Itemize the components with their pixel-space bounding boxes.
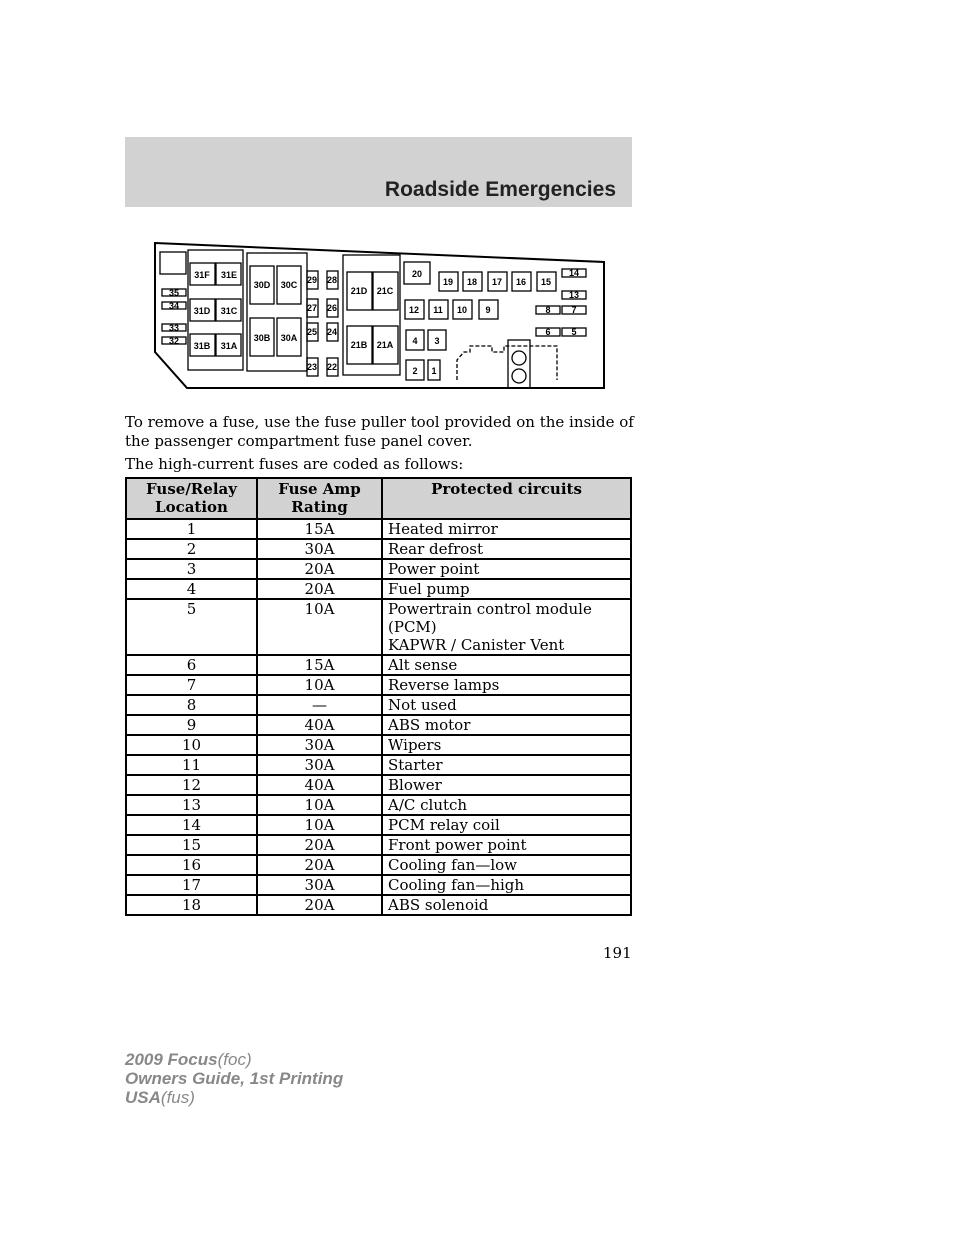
table-row xyxy=(126,815,631,835)
fuse-label-31E: 31E xyxy=(220,270,238,280)
cell-location: 3 xyxy=(126,559,257,579)
cell-circuit: Blower xyxy=(382,775,631,795)
cell-circuit: Reverse lamps xyxy=(382,675,631,695)
cell-location: 11 xyxy=(126,755,257,775)
cell-rating: 30A xyxy=(257,875,382,895)
table-row xyxy=(126,695,631,715)
table-row xyxy=(126,599,631,655)
cell-rating: 20A xyxy=(257,855,382,875)
header-location: Fuse/Relay Location xyxy=(126,478,257,519)
cell-circuit: A/C clutch xyxy=(382,795,631,815)
fuse-label-31D: 31D xyxy=(193,306,211,316)
table-row xyxy=(126,875,631,895)
section-header-band xyxy=(125,137,632,207)
cell-rating: 20A xyxy=(257,579,382,599)
table-row xyxy=(126,519,631,539)
cell-location: 18 xyxy=(126,895,257,915)
fuse-label-28: 28 xyxy=(326,275,338,285)
cell-rating: — xyxy=(257,695,382,715)
cell-location: 2 xyxy=(126,539,257,559)
fuse-label-31B: 31B xyxy=(193,341,211,351)
fuse-label-19: 19 xyxy=(442,277,454,287)
fuse-label-25: 25 xyxy=(306,327,318,337)
table-row xyxy=(126,775,631,795)
fuse-label-6: 6 xyxy=(545,327,551,337)
table-row xyxy=(126,895,631,915)
table-row xyxy=(126,735,631,755)
cell-circuit: Power point xyxy=(382,559,631,579)
cell-circuit: ABS motor xyxy=(382,715,631,735)
cell-rating: 10A xyxy=(257,795,382,815)
fuse-label-22: 22 xyxy=(326,362,338,372)
section-title: Roadside Emergencies xyxy=(384,178,616,201)
footer-market-code: (fus) xyxy=(160,1088,195,1107)
footer-model: 2009 Focus xyxy=(125,1050,218,1069)
fuse-label-7: 7 xyxy=(571,305,577,315)
fuse-label-31F: 31F xyxy=(194,270,210,280)
cell-circuit: Fuel pump xyxy=(382,579,631,599)
cell-circuit: Starter xyxy=(382,755,631,775)
fuse-label-17: 17 xyxy=(491,277,503,287)
footer-line-2 xyxy=(125,1069,343,1088)
cell-location: 14 xyxy=(126,815,257,835)
table-row xyxy=(126,715,631,735)
cell-location: 17 xyxy=(126,875,257,895)
table-row xyxy=(126,855,631,875)
cell-location: 15 xyxy=(126,835,257,855)
cell-circuit: ABS solenoid xyxy=(382,895,631,915)
fuse-label-35: 35 xyxy=(168,288,180,298)
cell-rating: 20A xyxy=(257,895,382,915)
cell-location: 12 xyxy=(126,775,257,795)
fuse-label-4: 4 xyxy=(412,336,418,346)
cell-rating: 10A xyxy=(257,675,382,695)
cell-location: 7 xyxy=(126,675,257,695)
fuse-label-21A: 21A xyxy=(376,340,394,350)
table-row xyxy=(126,559,631,579)
table-row xyxy=(126,835,631,855)
cell-location: 6 xyxy=(126,655,257,675)
cell-rating: 40A xyxy=(257,775,382,795)
fuse-label-1: 1 xyxy=(431,366,437,376)
fuse-label-14: 14 xyxy=(568,268,580,278)
fuse-label-26: 26 xyxy=(326,303,338,313)
fuse-label-30A: 30A xyxy=(280,333,298,343)
fuse-table xyxy=(125,477,632,916)
fuse-label-2: 2 xyxy=(412,366,418,376)
fuse-label-20: 20 xyxy=(411,269,423,279)
page-number: 191 xyxy=(603,944,632,962)
cell-circuit-line1: Powertrain control module (PCM) xyxy=(388,600,592,636)
cell-circuit: Rear defrost xyxy=(382,539,631,559)
fuse-label-29: 29 xyxy=(306,275,318,285)
table-row xyxy=(126,795,631,815)
table-row xyxy=(126,539,631,559)
cell-circuit: Front power point xyxy=(382,835,631,855)
footer-line-1 xyxy=(125,1050,343,1069)
cell-circuit: Cooling fan—high xyxy=(382,875,631,895)
cell-location: 5 xyxy=(126,599,257,655)
fuse-label-21B: 21B xyxy=(350,340,368,350)
cell-location: 1 xyxy=(126,519,257,539)
header-rating: Fuse Amp Rating xyxy=(257,478,382,519)
fuse-label-15: 15 xyxy=(540,277,552,287)
fuse-coding-paragraph: The high-current fuses are coded as follows: xyxy=(125,455,464,473)
cell-circuit: Not used xyxy=(382,695,631,715)
fuse-label-34: 34 xyxy=(168,301,180,311)
table-row xyxy=(126,675,631,695)
fuse-label-30D: 30D xyxy=(253,280,271,290)
fuse-label-8: 8 xyxy=(545,305,551,315)
cell-location: 8 xyxy=(126,695,257,715)
fuse-table-header-row xyxy=(126,478,631,519)
header-circuits: Protected circuits xyxy=(382,478,631,519)
table-row xyxy=(126,755,631,775)
fuse-label-21D: 21D xyxy=(350,286,368,296)
print-footer xyxy=(125,1050,343,1107)
fuse-label-32: 32 xyxy=(168,336,180,346)
cell-circuit: Cooling fan—low xyxy=(382,855,631,875)
fuse-label-13: 13 xyxy=(568,290,580,300)
fuse-label-11: 11 xyxy=(433,305,443,315)
cell-location: 13 xyxy=(126,795,257,815)
fuse-label-24: 24 xyxy=(326,327,338,337)
fuse-label-30C: 30C xyxy=(280,280,298,290)
fuse-panel-diagram xyxy=(152,240,607,390)
fuse-label-18: 18 xyxy=(466,277,478,287)
fuse-label-23: 23 xyxy=(306,362,318,372)
fuse-label-31C: 31C xyxy=(220,306,238,316)
fuse-removal-paragraph: To remove a fuse, use the fuse puller tool provided on the inside of the passenger compartment fuse panel cover. xyxy=(125,413,634,450)
table-row xyxy=(126,579,631,599)
fuse-label-31A: 31A xyxy=(220,341,238,351)
cell-rating: 30A xyxy=(257,539,382,559)
cell-location: 10 xyxy=(126,735,257,755)
cell-location: 4 xyxy=(126,579,257,599)
cell-circuit-line2: KAPWR / Canister Vent xyxy=(388,636,565,654)
footer-model-code: (foc) xyxy=(217,1050,252,1069)
footer-printing: Owners Guide, 1st Printing xyxy=(125,1069,344,1088)
cell-location: 16 xyxy=(126,855,257,875)
cell-circuit: Heated mirror xyxy=(382,519,631,539)
fuse-label-3: 3 xyxy=(434,336,440,346)
fuse-label-16: 16 xyxy=(515,277,527,287)
cell-rating: 20A xyxy=(257,835,382,855)
fuse-label-27: 27 xyxy=(306,303,318,313)
cell-rating: 15A xyxy=(257,519,382,539)
fuse-label-30B: 30B xyxy=(253,333,271,343)
fuse-label-5: 5 xyxy=(571,327,577,337)
table-row xyxy=(126,655,631,675)
cell-circuit: Wipers xyxy=(382,735,631,755)
cell-rating: 15A xyxy=(257,655,382,675)
cell-location: 9 xyxy=(126,715,257,735)
cell-rating: 10A xyxy=(257,815,382,835)
fuse-label-33: 33 xyxy=(168,323,180,333)
fuse-label-21C: 21C xyxy=(376,286,394,296)
fuse-label-9: 9 xyxy=(485,305,491,315)
cell-rating: 10A xyxy=(257,599,382,655)
cell-rating: 30A xyxy=(257,755,382,775)
fuse-label-10: 10 xyxy=(456,305,468,315)
fuse-label-12: 12 xyxy=(408,305,420,315)
cell-rating: 30A xyxy=(257,735,382,755)
cell-circuit xyxy=(382,599,631,655)
cell-rating: 20A xyxy=(257,559,382,579)
footer-market: USA xyxy=(125,1088,161,1107)
cell-circuit: Alt sense xyxy=(382,655,631,675)
footer-line-3 xyxy=(125,1088,343,1107)
cell-rating: 40A xyxy=(257,715,382,735)
cell-circuit: PCM relay coil xyxy=(382,815,631,835)
